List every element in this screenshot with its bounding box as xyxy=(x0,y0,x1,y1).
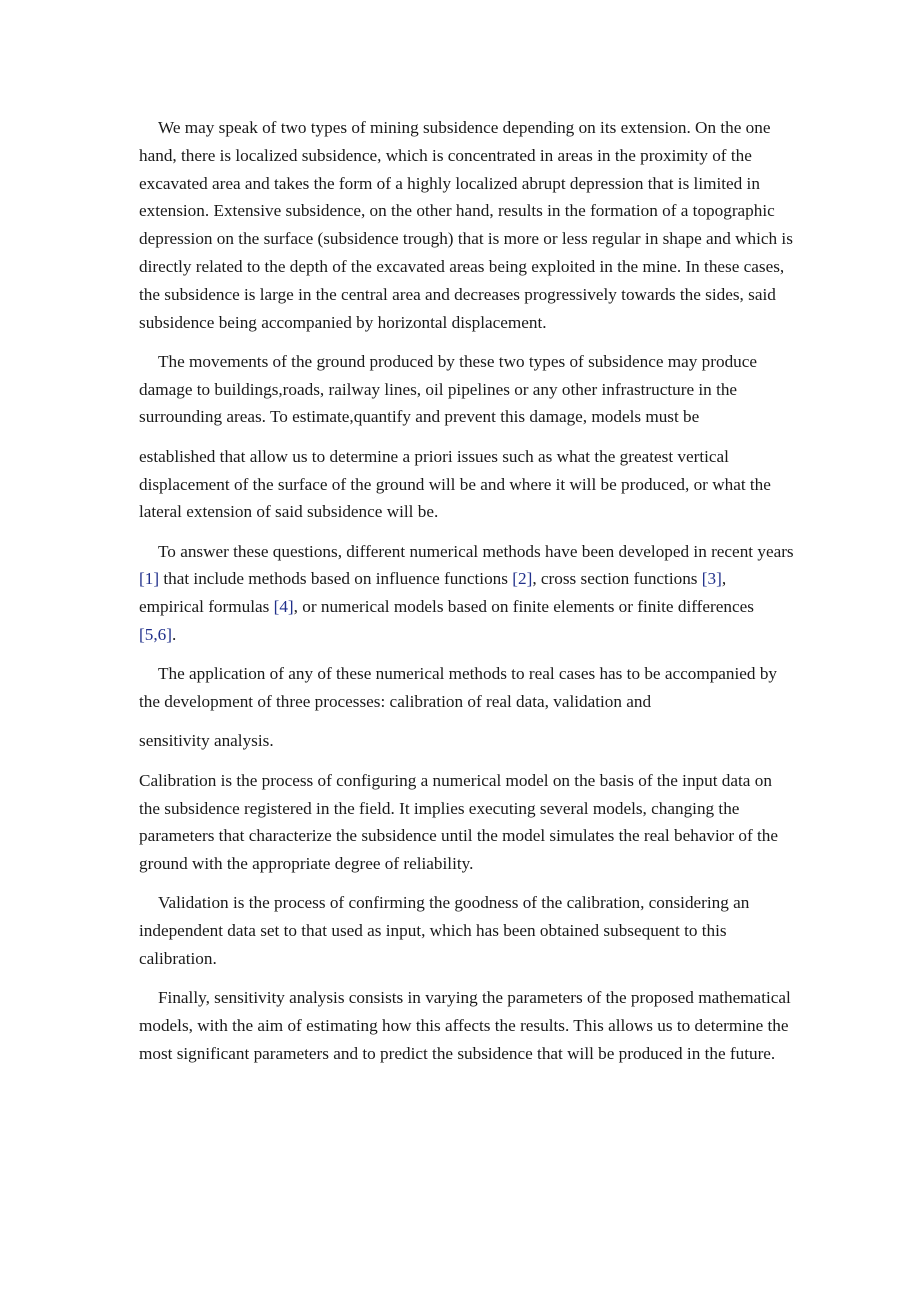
paragraph-text: , empirical formulas xyxy=(139,569,727,617)
citation-link[interactable]: [2] xyxy=(512,569,533,589)
paragraph-text: The application of any of these numerical methods to real cases has to be accompanied by the development of three processes: calibration of real data, validation and xyxy=(139,664,778,712)
paragraph-ground-movements xyxy=(139,348,794,431)
document-body xyxy=(139,114,794,1079)
paragraph-text: that include methods based on influence functions xyxy=(159,569,513,589)
paragraph-subsidence-types xyxy=(139,114,794,336)
paragraph-calibration xyxy=(139,767,794,878)
paragraph-text: established that allow us to determine a priori issues such as what the greatest vertical displacement of the surface of the ground will be and where it will be produced, or what the lateral extension of said subsidence will be. xyxy=(139,446,771,522)
paragraph-text: The movements of the ground produced by these two types of subsidence may produce damage to buildings,roads, railway lines, oil pipelines or any other infrastructure in the surrounding areas. To estimate,quantify and prevent this damage, models must be xyxy=(139,351,758,427)
citation-link[interactable]: [4] xyxy=(273,597,294,617)
paragraph-application xyxy=(139,660,794,716)
paragraph-text: Finally, sensitivity analysis consists in varying the parameters of the proposed mathematical models, with the aim of estimating how this affects the results. This allows us to determine the most significant parameters and to predict the subsidence that will be produced in the future. xyxy=(139,988,791,1063)
paragraph-text: To answer these questions, different numerical methods have been developed in recent years xyxy=(158,541,794,561)
paragraph-text: Validation is the process of confirming the goodness of the calibration, considering an independent data set to that used as input, which has been obtained subsequent to this calibration. xyxy=(139,893,750,969)
paragraph-sensitivity-fragment xyxy=(139,727,794,755)
paragraph-text: . xyxy=(171,625,177,645)
paragraph-text: , cross section functions xyxy=(532,569,702,589)
citation-link[interactable]: [1] xyxy=(139,569,160,589)
paragraph-numerical-methods xyxy=(139,538,794,649)
paragraph-sensitivity-analysis xyxy=(139,984,794,1067)
paragraph-models-established xyxy=(139,443,794,526)
paragraph-text: sensitivity analysis. xyxy=(139,731,274,751)
paragraph-text: We may speak of two types of mining subsidence depending on its extension. On the one hand, there is localized subsidence, which is concentrated in areas in the proximity of the excavated area and takes the form of a highly localized abrupt depression that is limited in extension. Extensive subsidence, on the other hand, results in the formation of a topographic depression on the surface (subsidence trough) that is more or less regular in shape and which is directly related to the depth of the excavated areas being exploited in the mine. In these cases, the subsidence is large in the central area and decreases progressively towards the sides, said subsidence being accompanied by horizontal displacement. xyxy=(139,118,793,332)
paragraph-text: Calibration is the process of configuring a numerical model on the basis of the input data on the subsidence registered in the field. It implies executing several models, changing the parameters that characterize the subsidence until the model simulates the real behavior of the ground with the appropriate degree of reliability. xyxy=(139,770,779,874)
paragraph-validation xyxy=(139,889,794,972)
citation-link[interactable]: [5,6] xyxy=(139,625,172,645)
paragraph-text: , or numerical models based on finite elements or finite differences xyxy=(293,597,754,617)
citation-link[interactable]: [3] xyxy=(701,569,722,589)
